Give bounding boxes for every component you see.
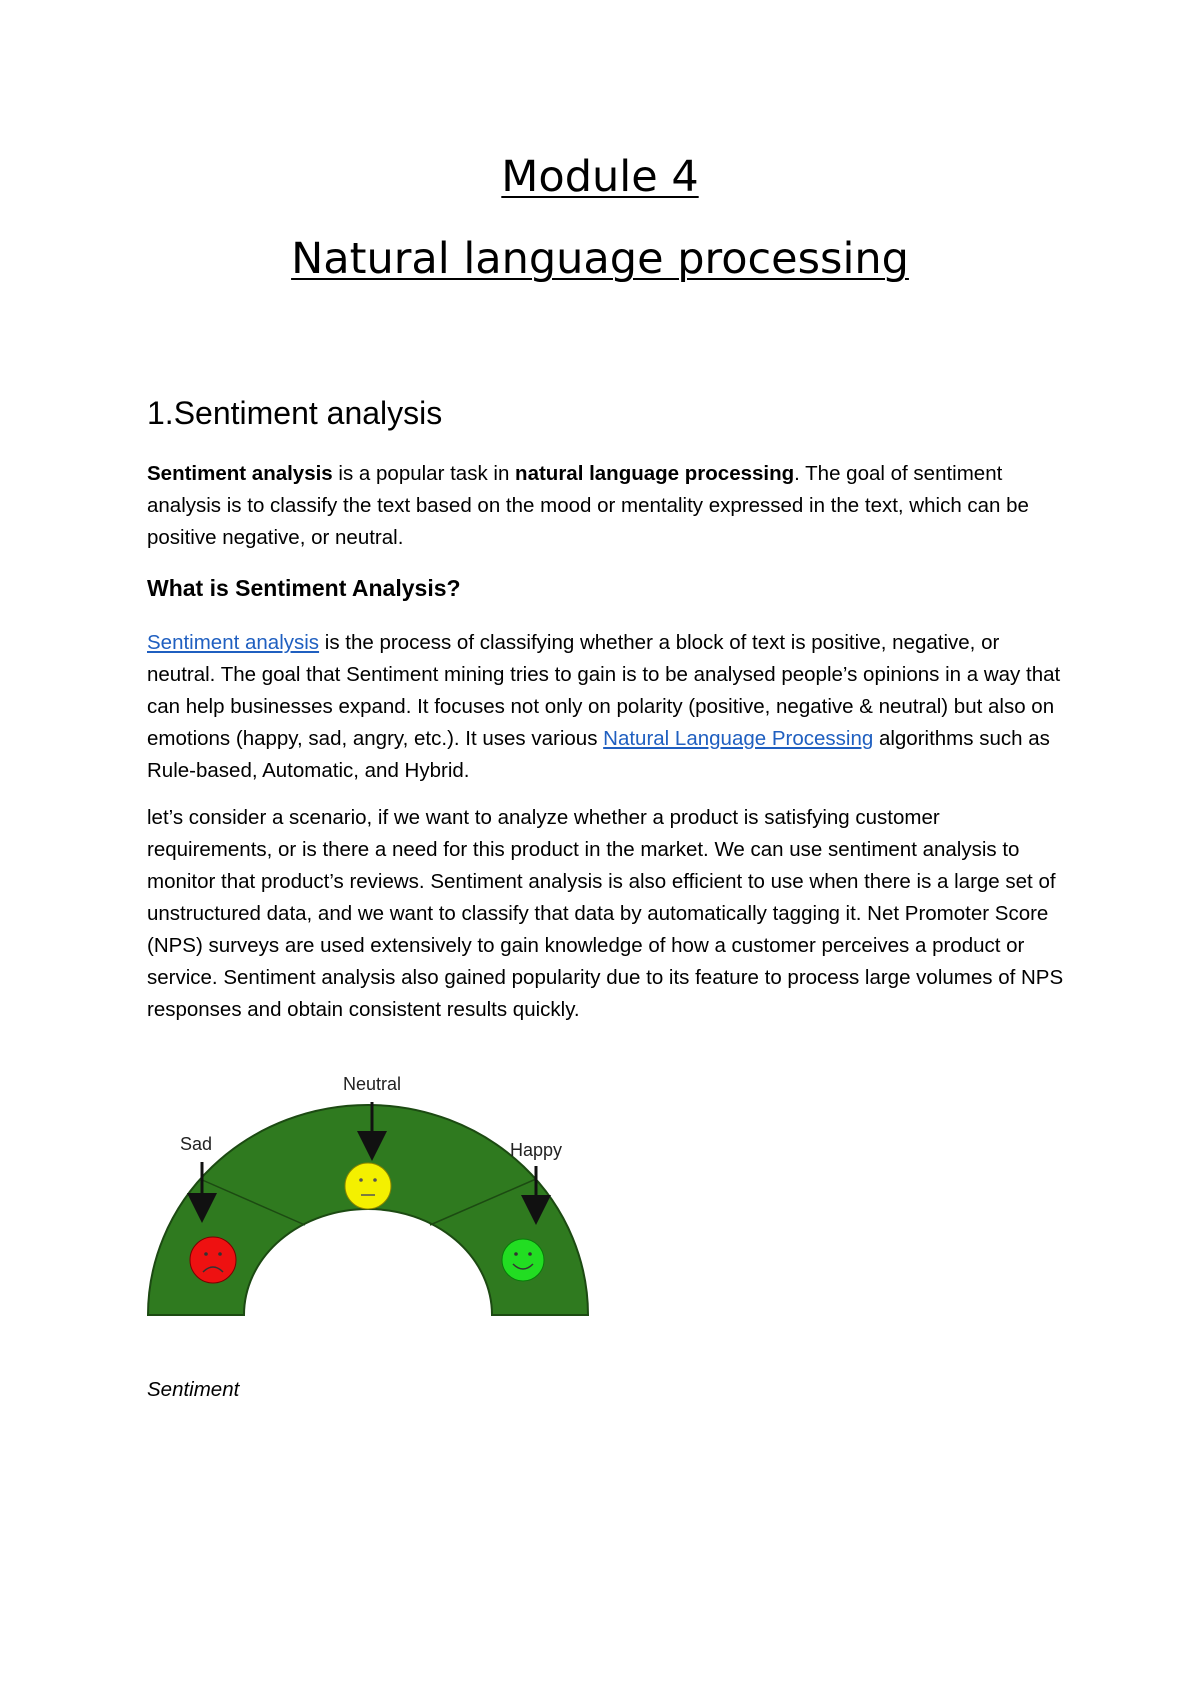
- neutral-face-icon: [345, 1163, 391, 1209]
- section-heading: 1.Sentiment analysis: [147, 395, 443, 431]
- figure-caption: Sentiment: [147, 1378, 240, 1401]
- sad-face-icon: [190, 1237, 236, 1283]
- happy-face-icon: [502, 1239, 544, 1281]
- intro-text-2: . The goal of sentiment analysis is to classify the text based on the mood or mentality expressed in the text, which can be positive negative, or neutral.: [147, 462, 1029, 549]
- definition-text-1: is the process of classifying whether a block of text is positive, negative, or neutral. The goal that Sentiment mining tries to gain is to be analysed people’s opinions in a way that can help businesses expand. It focuses not only on polarity (positive, negative & neutral) but also on emotions (happy, sad, angry, etc.). It uses various: [147, 631, 1061, 750]
- subsection-heading: What is Sentiment Analysis?: [147, 575, 461, 601]
- intro-text-1: is a popular task in: [332, 462, 516, 485]
- bold-term-sentiment: Sentiment analysis: [147, 462, 333, 485]
- arch-band: [148, 1105, 588, 1315]
- definition-paragraph: [147, 627, 1067, 787]
- bold-term-nlp: natural language processing: [515, 462, 795, 485]
- scenario-paragraph: let’s consider a scenario, if we want to analyze whether a product is satisfying customer requirements, or is there a need for this product in the market. We can use sentiment analysis to monitor that product’s reviews. Sentiment analysis is also efficient to use when there is a large set of unstructured data, and we want to classify that data by automatically tagging it. Net Promoter Score (NPS) surveys are used extensively to gain knowledge of how a customer perceives a product or service. Sentiment analysis also gained popularity due to its feature to process large volumes of NPS responses and obtain consistent results quickly.: [147, 806, 1064, 1021]
- definition-text-2: algorithms such as Rule-based, Automatic, and Hybrid.: [147, 727, 1050, 782]
- page-title-topic: Natural language processing: [291, 234, 909, 284]
- intro-paragraph: [147, 458, 1067, 554]
- label-sad: Sad: [179, 1134, 213, 1154]
- label-neutral: Neutral: [342, 1074, 402, 1094]
- page-title-module: Module 4: [501, 152, 699, 202]
- nlp-link[interactable]: Natural Language Processing: [603, 727, 874, 750]
- sentiment-arch-diagram: [140, 1060, 600, 1330]
- sentiment-analysis-link[interactable]: Sentiment analysis: [147, 631, 320, 654]
- label-happy: Happy: [509, 1140, 563, 1160]
